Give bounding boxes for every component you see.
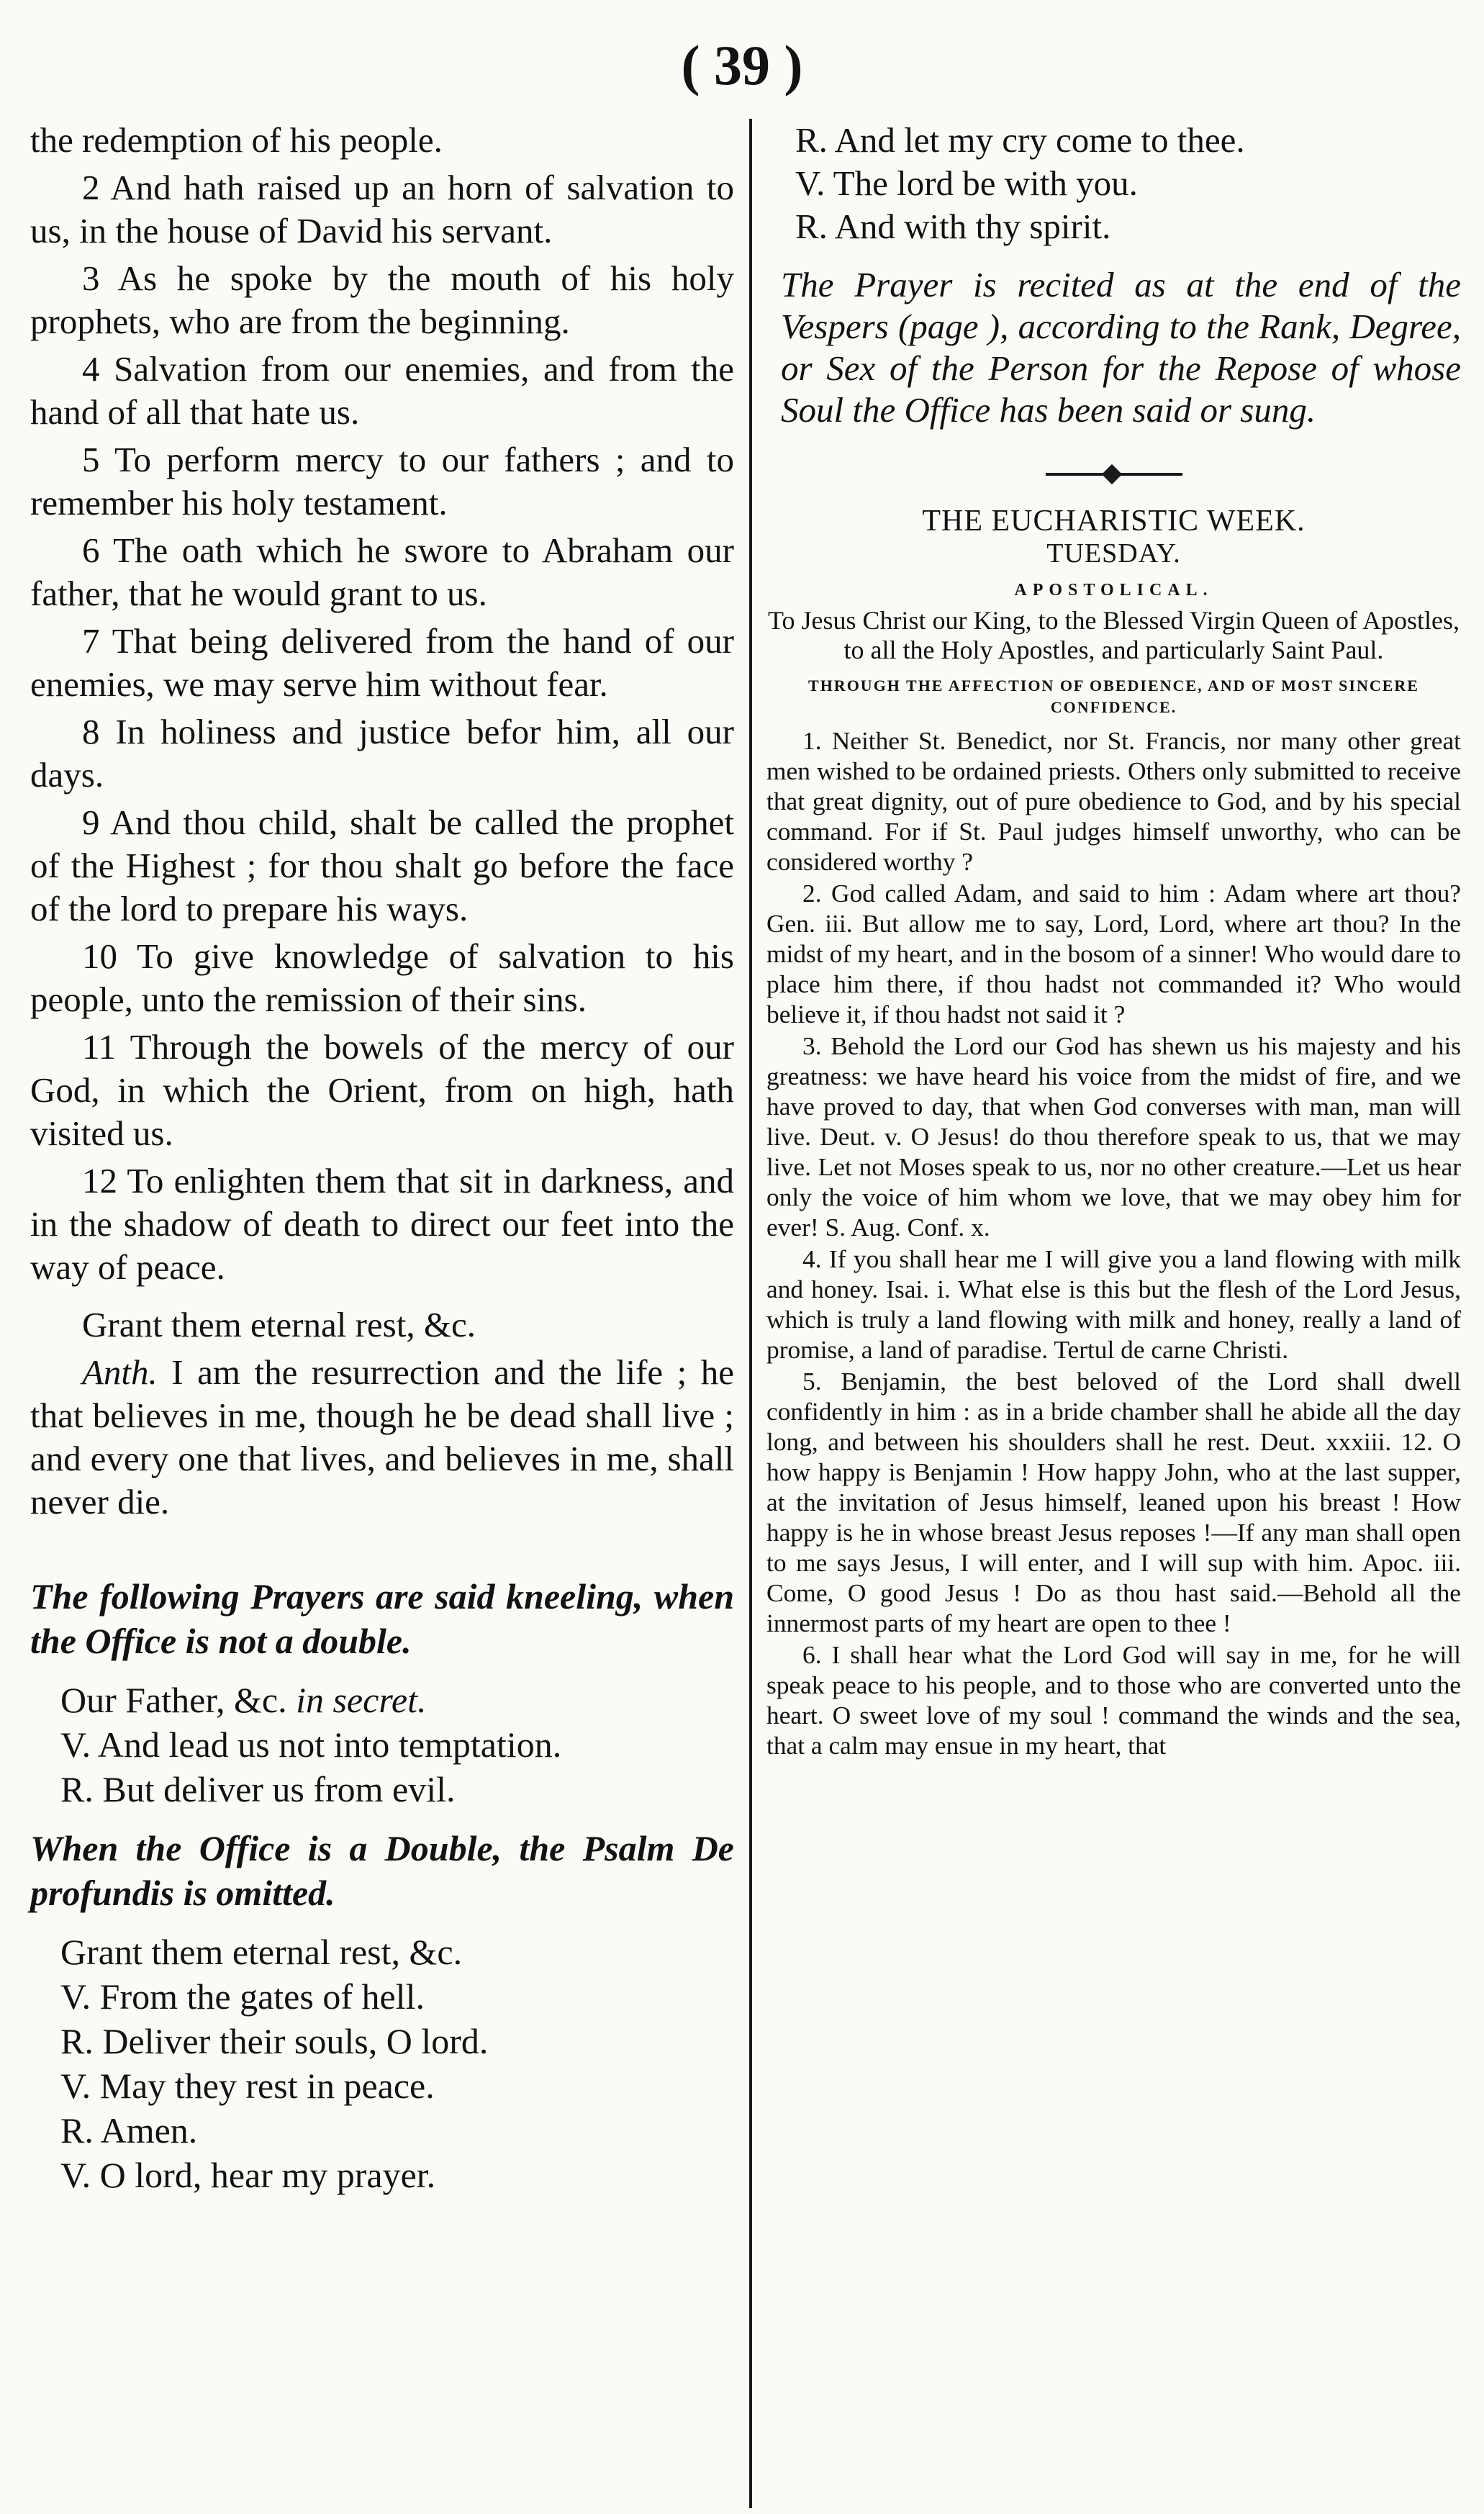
our-father-line <box>30 1678 734 1722</box>
meditation-paragraph-2: 2. God called Adam, and said to him : Adam where art thou? Gen. iii. But allow me to say, Lord, Lord, where art thou? In the midst of my heart, and in the bosom of a sinner! Who would dare to place him there, if thou hadst not commanded it? Who would believe it, if thou hadst not said it ? <box>766 879 1461 1028</box>
left-column <box>30 119 734 2197</box>
antiphon-text: I am the resurrection and the life ; he that believes in me, though he be dead shall live ; and every one that lives, and believes in me, shall never die. <box>30 1352 735 1521</box>
canticle-verse-7: 7 That being delivered from the hand of our enemies, we may serve him without fear. <box>30 621 734 704</box>
meditation-paragraph-1: 1. Neither St. Benedict, nor St. Francis, nor many other great men wished to be ordained priests. Others only submitted to receive that great dignity, out of pure obedience to God, and by his special command. For if St. Paul judges himself unworthy, who can be considered worthy ? <box>766 726 1461 876</box>
canticle-verse-12: 12 To enlighten them that sit in darkness, and in the shadow of death to direct our feet into the way of peace. <box>30 1161 734 1287</box>
response-spirit: R. And with thy spirit. <box>795 207 1111 246</box>
column-divider <box>749 119 752 2508</box>
response-amen: R. Amen. <box>60 2110 198 2151</box>
canticle-verse-2: 2 And hath raised up an horn of salvation to us, in the house of David his servant. <box>30 168 734 250</box>
section-ornament-rule <box>1046 473 1182 476</box>
canticle-verse-5: 5 To perform mercy to our fathers ; and to remember his holy testament. <box>30 440 734 523</box>
meditation-paragraph-4: 4. If you shall hear me I will give you a land flowing with milk and honey. Isai. i. What else is this but the flesh of the Lord Jesus, which is truly a land flowing with milk and honey, really a land of promise, a land of paradise. Tertul de carne Christi. <box>766 1244 1461 1364</box>
canticle-verse-3: 3 As he spoke by the mouth of his holy prophets, who are from the beginning. <box>30 258 734 341</box>
our-father-text: Our Father, &c. <box>60 1680 287 1720</box>
antiphon-label: Anth. <box>82 1352 158 1392</box>
section-title: THE EUCHARISTIC WEEK. <box>922 505 1306 538</box>
canticle-verse-9: 9 And thou child, shalt be called the prophet of the Highest ; for thou shalt go before the face of the lord to prepare his ways. <box>30 802 734 928</box>
canticle-verse-8: 8 In holiness and justice befor him, all our days. <box>30 712 734 795</box>
response-deliver-souls: R. Deliver their souls, O lord. <box>60 2021 489 2061</box>
versicle-hear-my-prayer: V. O lord, hear my prayer. <box>60 2155 436 2195</box>
meditation-paragraph-3: 3. Behold the Lord our God has shewn us his majesty and his greatness: we have heard his voice from the midst of fire, and we have proved to day, that when God converses with man, man will live. Deut. v. O Jesus! do thou therefore speak to us, that we may live. Let not Moses speak to us, nor no other creature.—Let us hear only the voice of him whom we love, that we may obey him for ever! S. Aug. Conf. x. <box>766 1031 1461 1242</box>
canticle-verse-11: 11 Through the bowels of the mercy of our God, in which the Orient, from on high, hath visited us. <box>30 1027 734 1153</box>
antiphon <box>30 1351 734 1524</box>
intention-heading: THROUGH THE AFFECTION OF OBEDIENCE, AND OF MOST SINCERE CONFIDENCE. <box>808 677 1419 716</box>
meditation-paragraph-6: 6. I shall hear what the Lord God will say in me, for he will speak peace to his people, and to those who are converted unto the heart. O sweet love of my soul ! command the winds and the sea, that a calm may ensue in my heart, that <box>766 1640 1461 1760</box>
canticle-verse-4: 4 Salvation from our enemies, and from the hand of all that hate us. <box>30 349 734 432</box>
section-tag: APOSTOLICAL. <box>1014 581 1213 600</box>
page-number: ( 39 ) <box>681 34 803 96</box>
response-cry: R. And let my cry come to thee. <box>795 120 1245 160</box>
versicle-lord-with-you: V. The lord be with you. <box>795 163 1138 203</box>
our-father-note: in secret. <box>296 1680 427 1720</box>
canticle-verse-continuation: the redemption of his people. <box>30 120 443 160</box>
versicle-temptation: V. And lead us not into temptation. <box>60 1724 562 1765</box>
prayer-rubric: The Prayer is recited as at the end of the Vespers (page ), according to the Rank, Degree, or Sex of the Person for the Repose of whose Soul the Office has been said or sung. <box>781 265 1461 430</box>
grant-rest-line: Grant them eternal rest, &c. <box>82 1305 476 1344</box>
rubric-double: When the Office is a Double, the Psalm De profundis is omitted. <box>30 1828 734 1913</box>
canticle-verse-10: 10 To give knowledge of salvation to his people, unto the remission of their sins. <box>30 936 734 1019</box>
versicle-gates-of-hell: V. From the gates of hell. <box>60 1976 425 2017</box>
grant-rest-line-2: Grant them eternal rest, &c. <box>60 1932 463 1972</box>
right-column <box>766 119 1461 1760</box>
meditation-paragraph-5: 5. Benjamin, the best beloved of the Lord shall dwell confidently in him : as in a bride chamber shall he abide all the day long, and between his shoulders shall he rest. Deut. xxxiii. 12. O how happy is Benjamin ! How happy John, who at the last supper, at the invitation of Jesus himself, leaned upon his breast ! How happy is he in whose breast Jesus reposes !—If any man shall open to me says Jesus, I will enter, and I will sup with him. Apoc. iii. Come, O good Jesus ! Do as thou hast said.—Behold all the innermost parts of my heart are open to thee ! <box>766 1367 1461 1637</box>
response-evil: R. But deliver us from evil. <box>60 1769 456 1809</box>
rubric-kneeling: The following Prayers are said kneeling, when the Office is not a double. <box>30 1576 734 1661</box>
versicle-rest-in-peace: V. May they rest in peace. <box>60 2066 435 2106</box>
dedication: To Jesus Christ our King, to the Blessed Virgin Queen of Apostles, to all the Holy Apostles, and particularly Saint Paul. <box>768 606 1460 664</box>
section-day: TUESDAY. <box>1046 538 1181 569</box>
canticle-verse-6: 6 The oath which he swore to Abraham our father, that he would grant to us. <box>30 530 734 613</box>
